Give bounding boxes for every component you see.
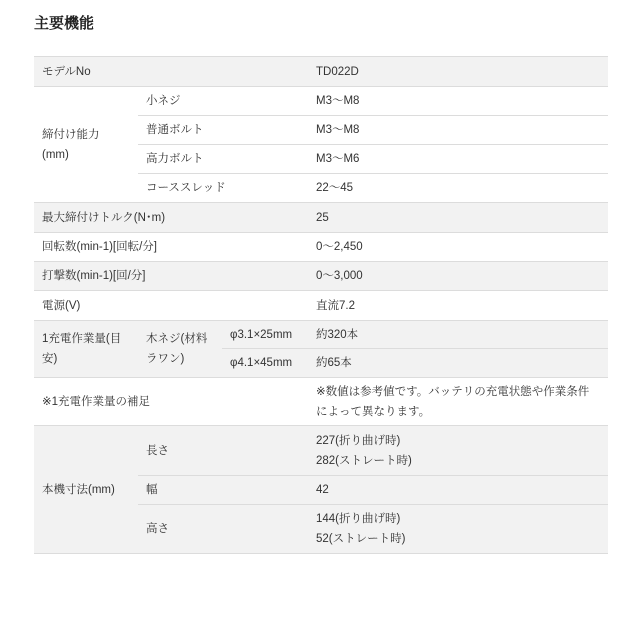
table-row: [34, 262, 608, 291]
table-row: [34, 203, 608, 233]
table-row: [34, 291, 608, 321]
capacity-item-label: 小ネジ: [138, 87, 308, 116]
note-value: ※数値は参考値です。バッテリの充電状態や作業条件によって異なります。: [308, 378, 608, 426]
width-label: 幅: [138, 476, 308, 505]
screw-size: φ3.1×25mm: [222, 321, 308, 349]
power-label: 電源(V): [34, 291, 308, 321]
spec-table: [34, 56, 608, 554]
rpm-label: 回転数(min-1)[回転/分]: [34, 233, 308, 262]
width-value: 42: [308, 476, 608, 505]
length-label: 長さ: [138, 426, 308, 476]
table-row: [34, 426, 608, 476]
power-value: 直流7.2: [308, 291, 608, 321]
torque-label: 最大締付けトルク(N･m): [34, 203, 308, 233]
per-charge-sublabel: 木ネジ(材料ラワン): [138, 321, 222, 378]
height-value: 144(折り曲げ時) 52(ストレート時): [308, 505, 608, 554]
capacity-item-label: 普通ボルト: [138, 116, 308, 145]
table-row: [34, 57, 608, 87]
screw-size: φ4.1×45mm: [222, 349, 308, 378]
note-label: ※1充電作業量の補足: [34, 378, 308, 426]
capacity-item-value: M3～M8: [308, 116, 608, 145]
capacity-item-value: 22～45: [308, 174, 608, 203]
height-label: 高さ: [138, 505, 308, 554]
ipm-label: 打撃数(min-1)[回/分]: [34, 262, 308, 291]
capacity-item-value: M3～M8: [308, 87, 608, 116]
rpm-value: 0～2,450: [308, 233, 608, 262]
dimensions-label: 本機寸法(mm): [34, 426, 138, 554]
model-label: モデルNo: [34, 57, 308, 87]
torque-value: 25: [308, 203, 608, 233]
capacity-item-label: 高力ボルト: [138, 145, 308, 174]
table-row: [34, 378, 608, 426]
section-title: 主要機能: [34, 15, 95, 32]
capacity-item-value: M3～M6: [308, 145, 608, 174]
model-value: TD022D: [308, 57, 608, 87]
capacity-item-label: コーススレッド: [138, 174, 308, 203]
table-row: [34, 87, 608, 116]
per-charge-label: 1充電作業量(目安): [34, 321, 138, 378]
table-row: [34, 233, 608, 262]
length-value: 227(折り曲げ時) 282(ストレート時): [308, 426, 608, 476]
table-row: [34, 321, 608, 349]
screw-count: 約320本: [308, 321, 608, 349]
capacity-label: 締付け能力 (mm): [34, 87, 138, 203]
screw-count: 約65本: [308, 349, 608, 378]
ipm-value: 0～3,000: [308, 262, 608, 291]
